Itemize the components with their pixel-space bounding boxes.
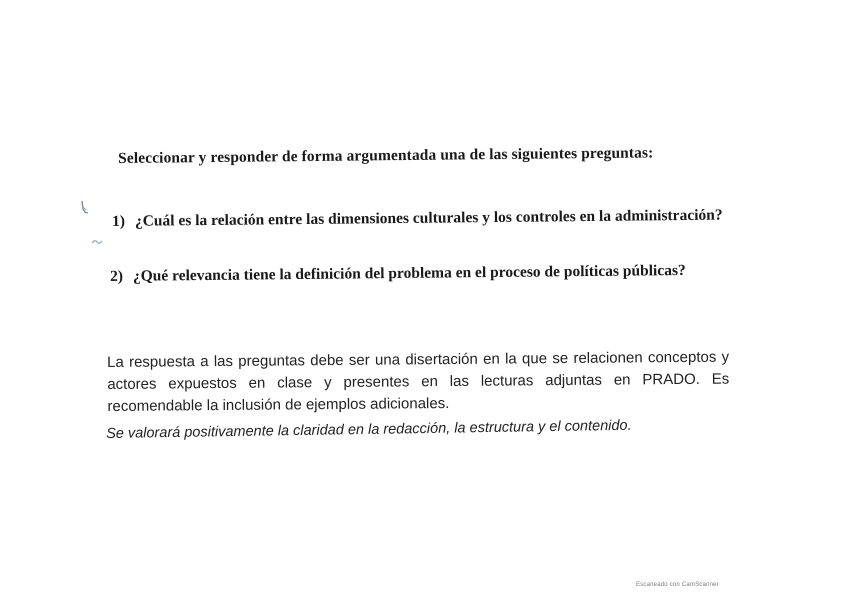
question-text: ¿Qué relevancia tiene la definición del problema en el proceso de políticas públicas? [132,261,686,285]
scanner-watermark: Escaneado con CamScanner [636,582,719,588]
scan-artifact-mark [91,238,103,246]
question-number: 2) [110,267,124,285]
question-text: ¿Cuál es la relación entre las dimensiones culturales y los controles en la administración? [134,206,723,230]
evaluation-note: Se valorará positivamente la claridad en la redacción, la estructura y el contenido. [106,417,632,442]
scan-artifact-mark [80,200,90,216]
answer-instructions: La respuesta a las preguntas debe ser una disertación en la que se relacionen conceptos y actores expuestos en clase y presentes en las lecturas adjuntas en PRADO. Es recomendable la inclusión de ejemplos adicionales. [107,348,730,415]
instructions-heading: Seleccionar y responder de forma argumentada una de las siguientes preguntas: [118,144,654,167]
question-1 [112,205,730,232]
question-2 [110,260,730,287]
question-number: 1) [112,212,126,230]
